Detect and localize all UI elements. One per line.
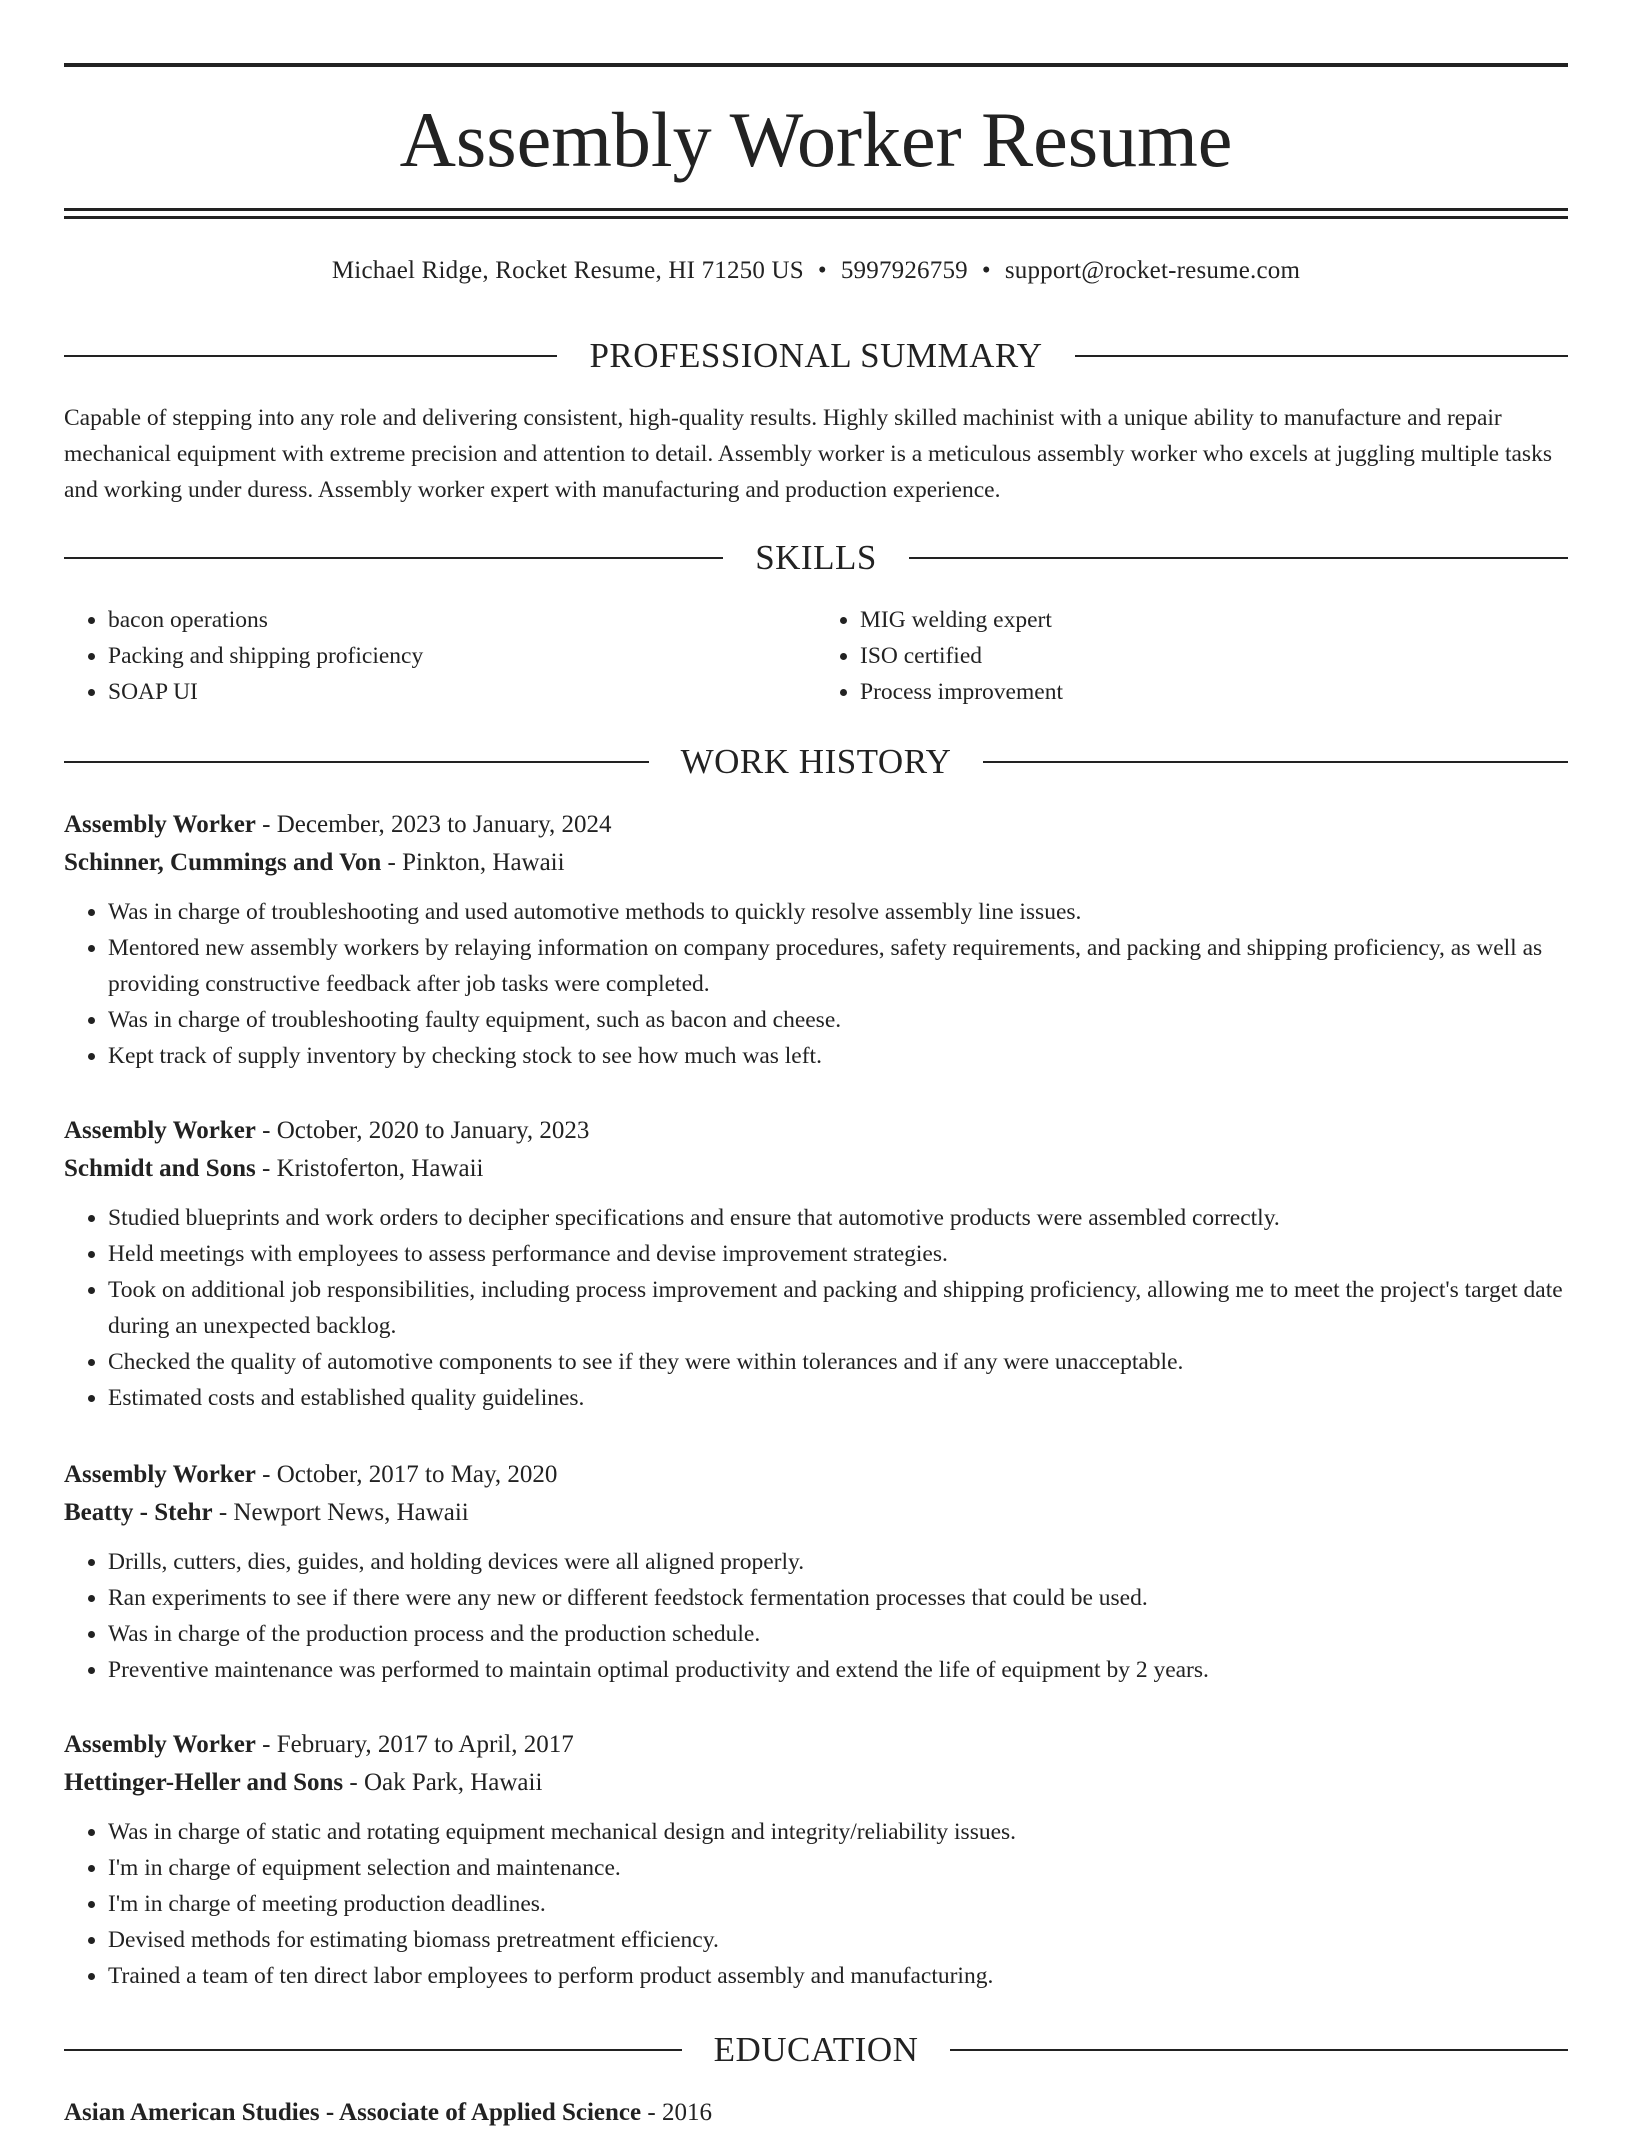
- section-title: EDUCATION: [713, 2030, 919, 2069]
- job-title-line: [64, 1112, 1568, 1150]
- job-dates: - October, 2020 to January, 2023: [255, 1117, 590, 1144]
- job-title: Assembly Worker: [64, 811, 256, 838]
- job-bullet: • Estimated costs and established quality guidelines.: [108, 1380, 1568, 1416]
- job-entry: [64, 1456, 1568, 1688]
- job-bullet: • Ran experiments to see if there were any new or different feedstock fermentation processes that could be used.: [108, 1580, 1568, 1616]
- job-bullet: • Mentored new assembly workers by relaying information on company procedures, safety requirements, and packing and shipping proficiency, as well as providing constructive feedback after job tasks were completed.: [108, 930, 1568, 1002]
- job-title: Assembly Worker: [64, 1117, 256, 1144]
- job-bullet: • I'm in charge of equipment selection and maintenance.: [108, 1850, 1568, 1886]
- job-company: Beatty - Stehr: [64, 1499, 213, 1526]
- education-school: Asian American Studies: [64, 2099, 320, 2126]
- job-company: Schmidt and Sons: [64, 1155, 256, 1182]
- contact-line: [64, 254, 1568, 288]
- section-rule: [1075, 355, 1568, 357]
- job-title-line: [64, 1456, 1568, 1494]
- summary-text: Capable of stepping into any role and delivering consistent, high-quality results. Highly skilled machinist with a unique ability to manufacture and repair mechanical equipment with extreme precision and attention to detail. Assembly worker is a meticulous assembly worker who excels at juggling multiple tasks and working under duress. Assembly worker expert with manufacturing and production experience.: [64, 405, 1552, 503]
- skill-item: • Packing and shipping proficiency: [108, 638, 816, 674]
- skill-item: • SOAP UI: [108, 674, 816, 710]
- job-bullet: • Studied blueprints and work orders to decipher specifications and ensure that automotive products were assembled correctly.: [108, 1200, 1568, 1236]
- contact-phone: 5997926759: [840, 257, 968, 284]
- skill-item: • bacon operations: [108, 602, 816, 638]
- skill-item: • ISO certified: [860, 638, 1568, 674]
- job-dates: - October, 2017 to May, 2020: [255, 1461, 558, 1488]
- section-rule: [983, 761, 1568, 763]
- contact-separator: •: [817, 257, 827, 284]
- section-title: SKILLS: [755, 538, 877, 577]
- job-company-line: [64, 1494, 1568, 1532]
- job-bullet: • Was in charge of troubleshooting faulty equipment, such as bacon and cheese.: [108, 1002, 1568, 1038]
- education-degree: Associate of Applied Science: [339, 2099, 642, 2126]
- job-bullets: [64, 1814, 1568, 1994]
- section-rule: [64, 557, 723, 559]
- skills-column-right: [816, 602, 1568, 710]
- top-rule: [64, 63, 1568, 67]
- section-title: PROFESSIONAL SUMMARY: [589, 336, 1043, 375]
- job-bullet: • Held meetings with employees to assess performance and devise improvement strategies.: [108, 1236, 1568, 1272]
- section-rule: [64, 355, 557, 357]
- job-dates: - December, 2023 to January, 2024: [255, 811, 612, 838]
- job-entry: [64, 1112, 1568, 1416]
- job-company: Schinner, Cummings and Von: [64, 849, 382, 876]
- skills-column-left: [64, 602, 816, 710]
- job-title-line: [64, 806, 1568, 844]
- job-location: - Pinkton, Hawaii: [381, 849, 565, 876]
- job-bullet: • Checked the quality of automotive components to see if they were within tolerances and if any were unacceptable.: [108, 1344, 1568, 1380]
- section-header-work: [64, 740, 1568, 784]
- section-header-summary: [64, 334, 1568, 378]
- job-title: Assembly Worker: [64, 1731, 256, 1758]
- job-company-line: [64, 1764, 1568, 1802]
- resume-title: Assembly Worker Resume: [399, 96, 1233, 183]
- job-bullet: • Trained a team of ten direct labor employees to perform product assembly and manufacturing.: [108, 1958, 1568, 1994]
- job-company-line: [64, 844, 1568, 882]
- section-header-education: [64, 2028, 1568, 2072]
- job-bullet: • Was in charge of static and rotating equipment mechanical design and integrity/reliability issues.: [108, 1814, 1568, 1850]
- education-entry: Asian American Studies - Associate of Applied Science - 2016: [64, 2099, 712, 2126]
- job-dates: - February, 2017 to April, 2017: [255, 1731, 574, 1758]
- job-bullets: [64, 894, 1568, 1074]
- job-bullet: • Devised methods for estimating biomass pretreatment efficiency.: [108, 1922, 1568, 1958]
- job-location: - Oak Park, Hawaii: [343, 1769, 543, 1796]
- job-bullet: • Drills, cutters, dies, guides, and holding devices were all aligned properly.: [108, 1544, 1568, 1580]
- title-rule-upper: [64, 208, 1568, 211]
- job-bullets: [64, 1200, 1568, 1416]
- job-bullet: • Was in charge of the production process and the production schedule.: [108, 1616, 1568, 1652]
- skill-item: • MIG welding expert: [860, 602, 1568, 638]
- contact-separator: •: [981, 257, 991, 284]
- skills-list: [64, 602, 1568, 710]
- contact-address: Michael Ridge, Rocket Resume, HI 71250 US: [331, 257, 804, 284]
- job-title: Assembly Worker: [64, 1461, 256, 1488]
- section-rule: [64, 2049, 682, 2051]
- skill-item: • Process improvement: [860, 674, 1568, 710]
- job-company: Hettinger-Heller and Sons: [64, 1769, 344, 1796]
- section-title: WORK HISTORY: [680, 742, 952, 781]
- job-title-line: [64, 1726, 1568, 1764]
- job-location: - Kristoferton, Hawaii: [255, 1155, 484, 1182]
- job-bullet: • Took on additional job responsibilities, including process improvement and packing and shipping proficiency, allowing me to meet the project's target date during an unexpected backlog.: [108, 1272, 1568, 1344]
- contact-email: support@rocket-resume.com: [1004, 257, 1301, 284]
- education-year: - 2016: [641, 2099, 712, 2126]
- section-header-skills: [64, 536, 1568, 580]
- job-bullet: • Preventive maintenance was performed to maintain optimal productivity and extend the life of equipment by 2 years.: [108, 1652, 1568, 1688]
- job-company-line: [64, 1150, 1568, 1188]
- job-bullet: • Was in charge of troubleshooting and used automotive methods to quickly resolve assembly line issues.: [108, 894, 1568, 930]
- job-location: - Newport News, Hawaii: [212, 1499, 469, 1526]
- section-rule: [950, 2049, 1568, 2051]
- section-rule: [909, 557, 1568, 559]
- job-bullet: • I'm in charge of meeting production deadlines.: [108, 1886, 1568, 1922]
- job-entry: [64, 1726, 1568, 1994]
- job-bullets: [64, 1544, 1568, 1688]
- job-bullet: • Kept track of supply inventory by checking stock to see how much was left.: [108, 1038, 1568, 1074]
- job-entry: [64, 806, 1568, 1074]
- title-rule-lower: [64, 216, 1568, 219]
- section-rule: [64, 761, 649, 763]
